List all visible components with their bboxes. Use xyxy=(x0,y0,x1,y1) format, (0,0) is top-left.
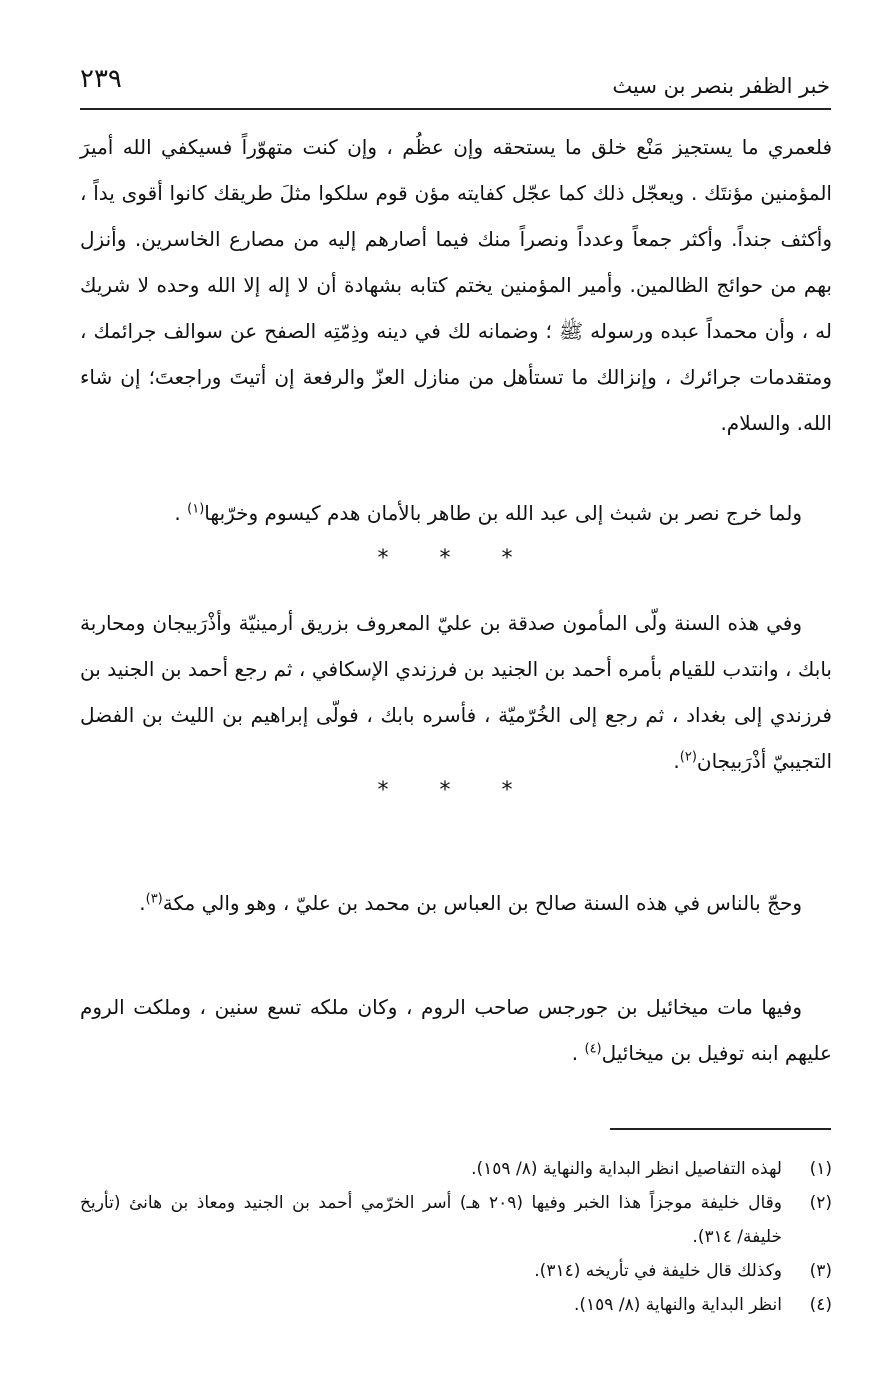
running-title: خبر الظفر بنصر بن سيث xyxy=(612,74,830,98)
footnote-text: لهذه التفاصيل انظر البداية والنهاية (٨/ ١٥٩). xyxy=(471,1159,782,1179)
paragraph-end: . xyxy=(174,501,188,525)
footnote-number: (٤) xyxy=(809,1295,832,1315)
section-divider: * * * xyxy=(377,778,535,803)
footnote-item xyxy=(80,1288,832,1322)
paragraph-hajj xyxy=(80,880,832,926)
footnote-number: (٣) xyxy=(809,1261,832,1281)
footnote-text: وكذلك قال خليفة في تأريخه (٣١٤). xyxy=(534,1261,782,1281)
paragraph-body: وفيها مات ميخائيل بن جورجس صاحب الروم ، وكان ملكه تسع سنين ، وملكت الروم عليهم ابنه توفيل بن ميخائيل xyxy=(80,995,832,1065)
paragraph-mikhail xyxy=(80,984,832,1076)
paragraph-sadaqa xyxy=(80,600,832,784)
paragraph-end: . xyxy=(571,1041,585,1065)
running-head xyxy=(80,64,830,108)
paragraph-body: ولما خرج نصر بن شبث إلى عبد الله بن طاهر بالأمان هدم كيسوم وخرّبها xyxy=(204,501,802,525)
footnote-rule xyxy=(610,1128,831,1130)
paragraph-text xyxy=(80,984,832,1076)
paragraph-body: وحجّ بالناس في هذه السنة صالح بن العباس بن محمد بن عليّ ، وهو والي مكة xyxy=(162,891,802,915)
paragraph-letter-end xyxy=(80,124,832,446)
footnote-text: انظر البداية والنهاية (٨/ ١٥٩). xyxy=(574,1295,782,1315)
footnote-ref[interactable]: (٢) xyxy=(679,749,697,765)
header-rule xyxy=(80,108,831,110)
footnote-item xyxy=(80,1254,832,1288)
footnote-item xyxy=(80,1152,832,1186)
footnote-number: (٢) xyxy=(809,1193,832,1213)
page-number: ٢٣٩ xyxy=(80,64,122,94)
paragraph-end: . xyxy=(139,891,146,915)
paragraph-body: وفي هذه السنة ولّى المأمون صدقة بن عليّ المعروف بزريق أرمينيّة وأذْرَبيجان ومحاربة بابك ، وانتدب للقيام بأمره أحمد بن الجنيد بن فرزندي الإسكافي ، ثم رجع أحمد بن الجنيد بن فرزندي إلى بغداد ، ثم رجع إلى الخُرّميّة ، فأسره بابك ، فولّى إبراهيم بن الليث بن الفضل التجيبيّ أذْرَبيجان xyxy=(80,611,832,773)
section-divider: * * * xyxy=(377,546,535,571)
paragraph-text xyxy=(80,600,832,784)
paragraph-text: فلعمري ما يستجيز مَنْع خلق ما يستحقه وإن عظُم ، وإن كنت متهوّراً فسيكفي الله أميرَ المؤمنين مؤنتَك . ويعجّل ذلك كما عجّل كفايته مؤن قوم سلكوا مثلَ طريقك كانوا أقوى يداً ، وأكثف جنداً. وأكثر جمعاً وعدداً ونصراً منك فيما أصارهم إليه من مصارع الخاسرين. وأنزل بهم من حوائج الظالمين. وأمير المؤمنين يختم كتابه بشهادة أن لا إله إلا الله وحده لا شريك له ، وأن محمداً عبده ورسوله ﷺ ؛ وضمانه لك في دينه وذِمّتِه الصفح عن سوالف جرائمك ، ومتقدمات جرائرك ، وإنزالك ما تستأهل من منازل العزّ والرفعة إن أتيتَ وراجعتَ؛ إن شاء الله. والسلام. xyxy=(80,135,832,435)
footnote-ref[interactable]: (٤) xyxy=(584,1041,602,1057)
footnotes xyxy=(80,1152,832,1322)
footnote-number: (١) xyxy=(809,1159,832,1179)
footnote-ref[interactable]: (١) xyxy=(187,501,205,517)
paragraph-nasr xyxy=(80,490,832,536)
footnote-text: وقال خليفة موجزاً هذا الخبر وفيها (٢٠٩ هـ) أسر الخرّمي أحمد بن الجنيد ومعاذ بن هانئ (تأريخ خليفة/ ٣١٤). xyxy=(80,1193,782,1247)
paragraph-text xyxy=(80,490,832,536)
footnote-item xyxy=(80,1186,832,1254)
paragraph-text xyxy=(80,880,832,926)
footnote-ref[interactable]: (٣) xyxy=(145,891,163,907)
paragraph-end: . xyxy=(673,749,680,773)
